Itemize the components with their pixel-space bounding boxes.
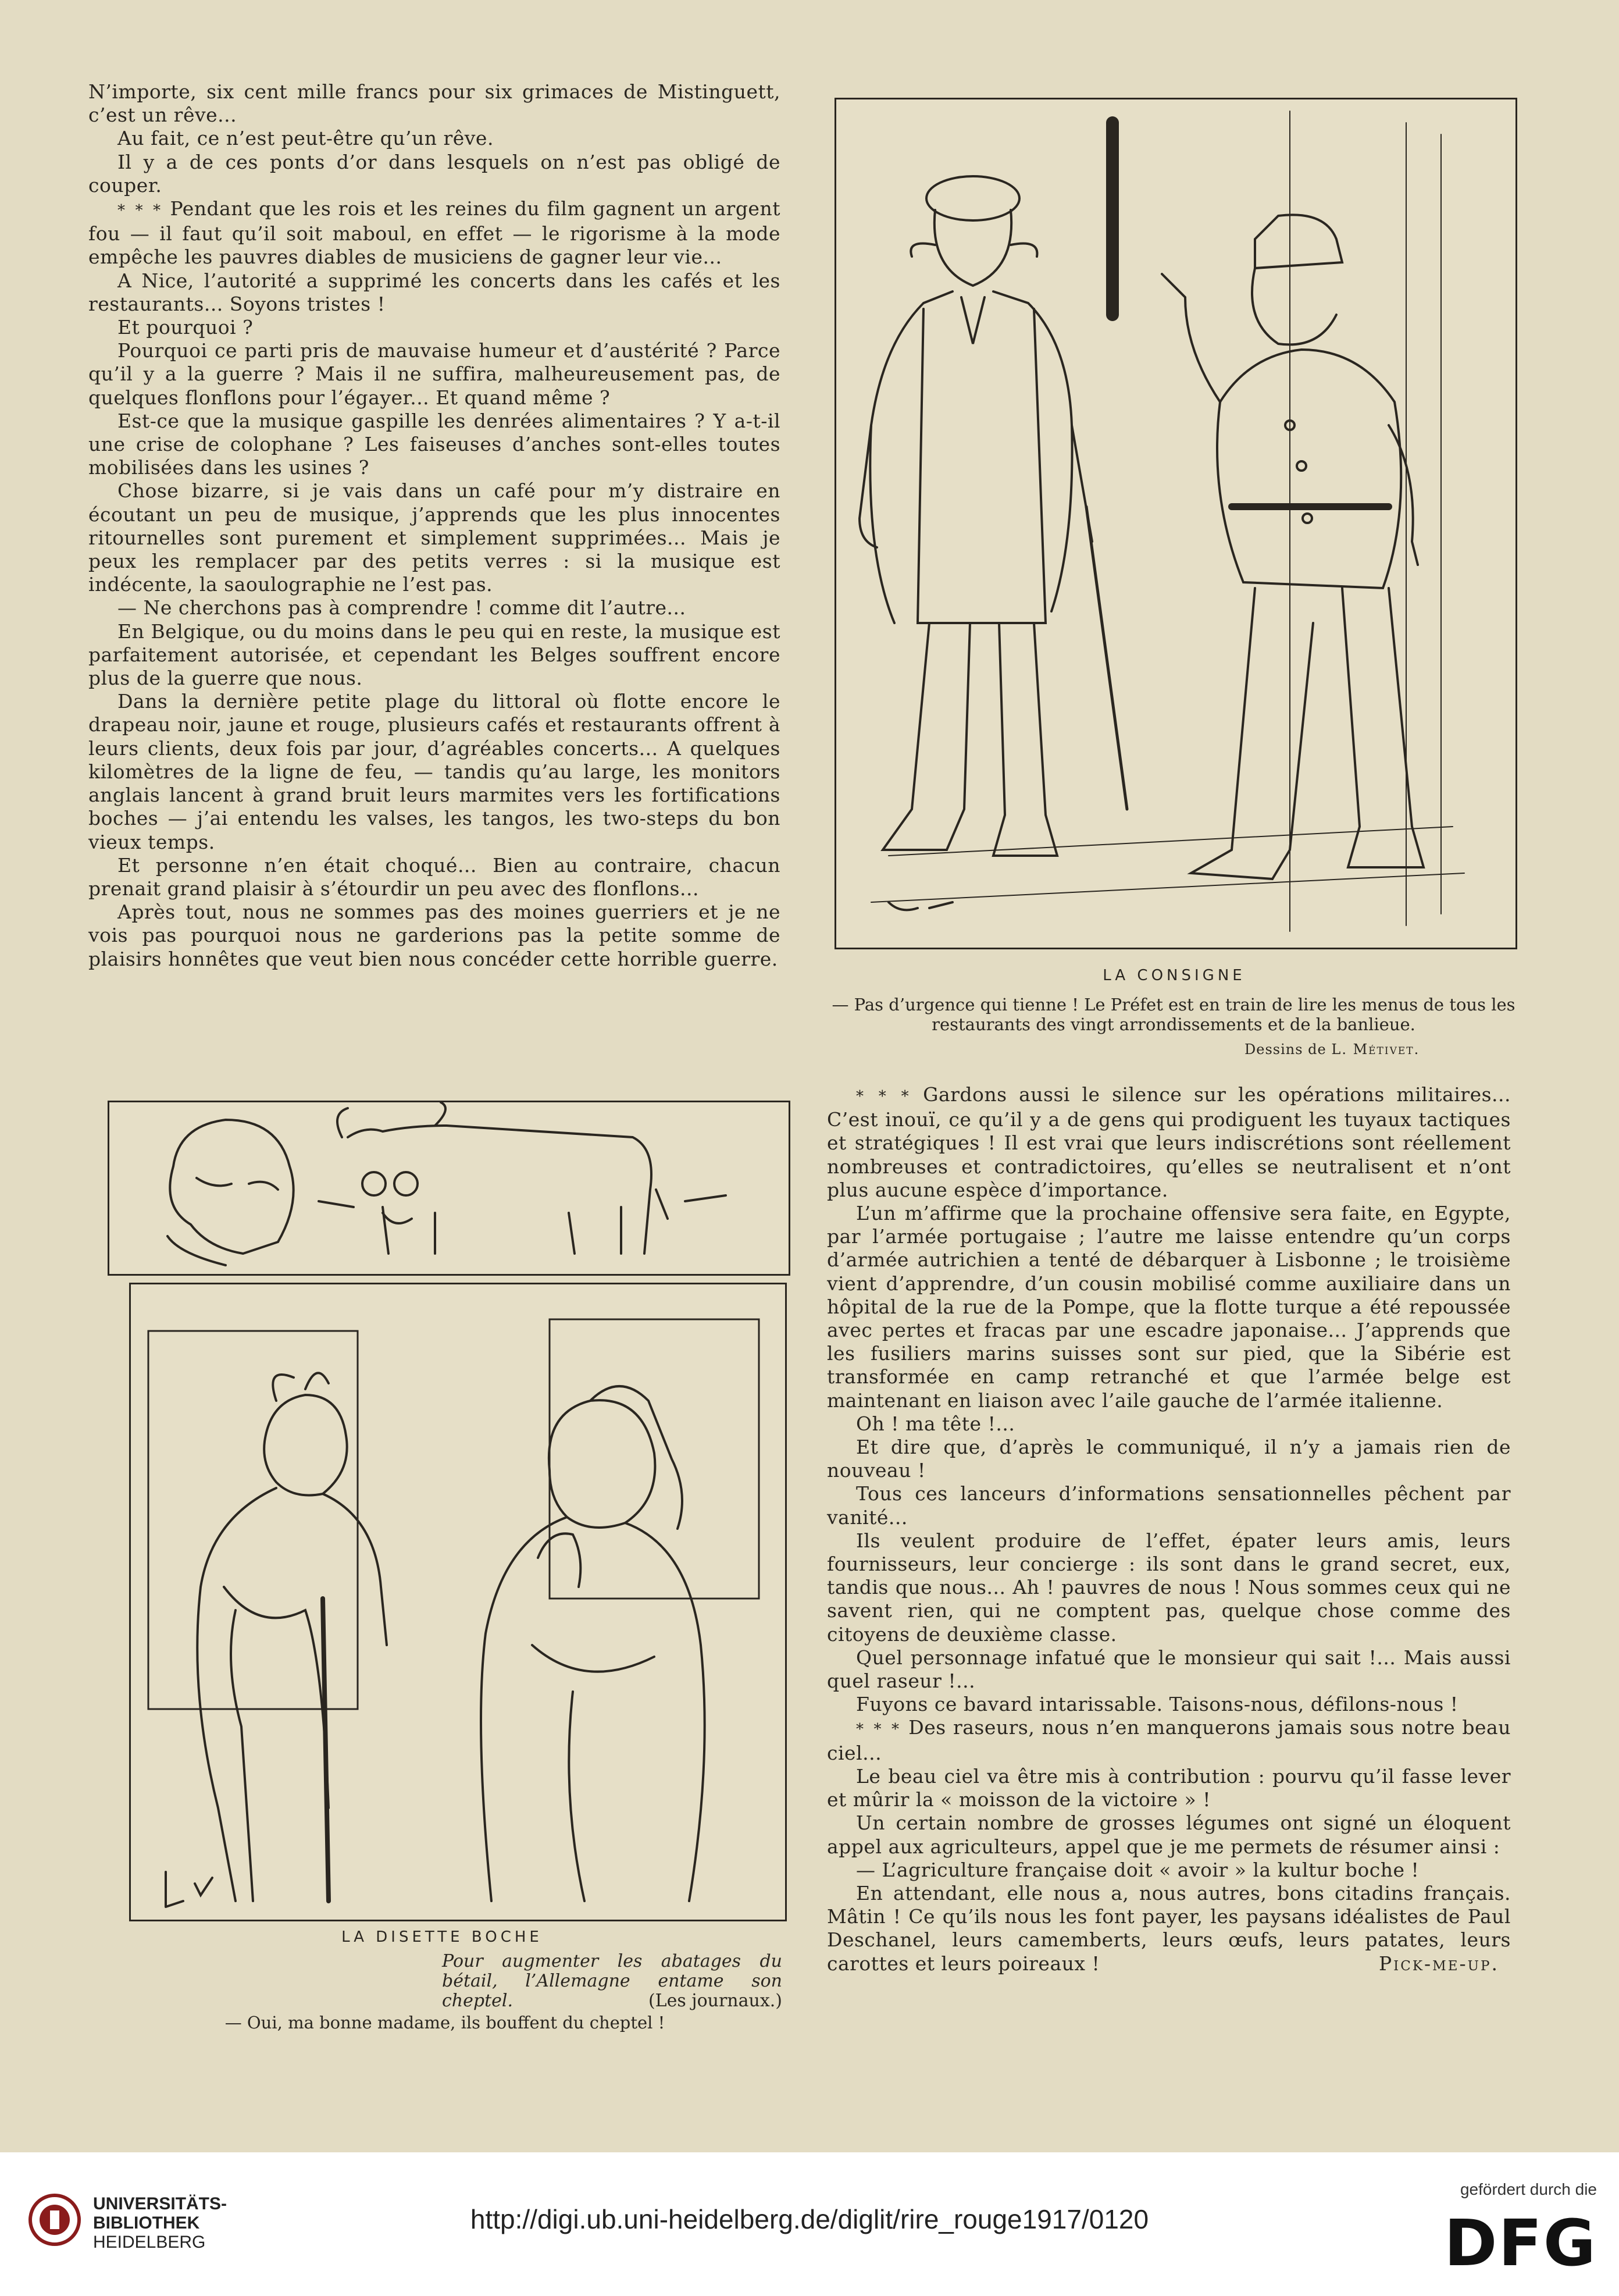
paragraph: — Ne cherchons pas à comprendre ! comme dit l’autre... [117, 596, 686, 620]
cartoon-credit [1244, 1041, 1518, 1058]
section-stars: * * * [856, 1088, 911, 1105]
paragraph: Et pourquoi ? [117, 316, 254, 339]
paragraph: Fuyons ce bavard intarissable. Taisons-nous, défilons-nous ! [856, 1693, 1458, 1716]
paragraph: Et dire que, d’après le communiqué, il n’y a jamais rien de nouveau ! [827, 1436, 1511, 1482]
cartoon-bottom-caption: — Oui, ma bonne madame, ils bouffent du cheptel ! [224, 2013, 665, 2032]
cartoon-top-caption: — Pas d’urgence qui tienne ! Le Préfet est en train de lire les menus de tous les restaurants des vingt arrondissements et de la banlieue. [832, 995, 1515, 1034]
paragraph-with-stars: * * * Des raseurs, nous n’en manquerons jamais sous notre beau ciel... [827, 1716, 1511, 1764]
credit-name: L. Métivet. [1331, 1041, 1420, 1058]
paragraph: Il y a de ces ponts d’or dans lesquels on n’est pas obligé de couper. [88, 150, 780, 197]
paragraph: En attendant, elle nous a, nous autres, bons citadins français. Mâtin ! Ce qu’ils nous les font payer, les paysans idéalistes de Paul Deschanel, leurs camemberts, leurs œufs, leurs patates, leurs carottes et leurs poireaux ! Pick-me-up. [827, 1881, 1511, 1975]
cartoon-bottom-title: LA DISETTE BOCHE [341, 1928, 543, 1946]
credit-prefix: Dessins de [1244, 1041, 1326, 1058]
cartoon-disette-lower-drawing [131, 1284, 785, 1920]
paragraph: Quel personnage infatué que le monsieur qui sait !... Mais aussi quel raseur !... [827, 1646, 1511, 1693]
cartoon-top-title: LA CONSIGNE [1103, 967, 1246, 984]
paragraph: Après tout, nous ne sommes pas des moines guerriers et je ne vois pas pourquoi nous ne garderions pas la petite somme de plaisirs honnêtes que veut bien nous concéder cette horrible guerre. [88, 900, 780, 970]
paragraph: Chose bizarre, si je vais dans un café pour m’y distraire en écoutant un peu de musique, j’apprends que les plus innocentes ritournelles sont purement et simplement supprimées... Mais je peux les remplacer par des petits verres : si la musique est indécente, la saoulographie ne l’est pas. [88, 479, 780, 596]
paragraph: Dans la dernière petite plage du littoral où flotte encore le drapeau noir, jaune et rouge, plusieurs cafés et restaurants offrent à leurs clients, deux fois par jour, d’agréables concerts... A quelques kilomètres de la ligne de feu, — tandis qu’au large, les monitors anglais lancent à grand bruit leurs marmites vers les fortifications boches — j’ai entendu les valses, les tangos, les two-steps du bon vieux temps. [88, 690, 780, 853]
paragraph: L’un m’affirme que la prochaine offensive sera faite, en Egypte, par l’armée portugaise ; l’autre me laisse entendre qu’un corps d’armée autrichien a tenté de débarquer à Lisbonne ; le troisième vient d’apprendre, d’un cousin mobilisé comme auxiliaire dans un hôpital de la rue de la Pompe, que la flotte turque a été repoussée avec pertes et fracas par une escadre japonaise... J’apprends que les fusiliers marins suisses sont sur pied, que la Sibérie est transformée en camp retranché et que l’armée belge est maintenant en liaison avec l’aile gauche de l’armée italienne. [827, 1202, 1511, 1412]
source-url-link[interactable]: http://digi.ub.uni-heidelberg.de/diglit/rire_rouge1917/0120 [470, 2204, 1149, 2234]
paragraph-with-stars: * * * Gardons aussi le silence sur les opérations militaires... C’est inouï, ce qu’il y a de gens qui prodiguent les tuyaux tactiques et stratégiques ! Il est vrai que leurs indiscrétions sont réellement nombreuses et contradictoires, qu’elles se neutralisent et n’ont plus aucune espèce d’importance. [827, 1083, 1511, 1201]
digitization-footer [0, 2152, 1619, 2296]
paragraph: Au fait, ce n’est peut-être qu’un rêve. [117, 127, 494, 150]
quote-text: Pour augmenter les abatages du bétail, l’Allemagne entame son cheptel. [442, 1951, 782, 2011]
section-stars: * * * [856, 1721, 902, 1739]
cartoon-bottom-quote [442, 1952, 782, 2011]
paragraph: N’importe, six cent mille francs pour six grimaces de Mistinguett, c’est un rêve... [88, 80, 780, 127]
university-name: UNIVERSITÄTS- BIBLIOTHEK HEIDELBERG [93, 2194, 227, 2252]
paragraph: Et personne n’en était choqué... Bien au contraire, chacun prenait grand plaisir à s’étourdir un peu avec des flonflons... [88, 853, 780, 900]
quote-source: (Les journaux.) [648, 1991, 782, 2011]
cartoon-disette-lower-panel [129, 1283, 787, 1921]
paragraph: En Belgique, ou du moins dans le peu qui en reste, la musique est parfaitement autorisée, et cependant les Belges souffrent encore plus de la guerre que nous. [88, 620, 780, 690]
cartoon-disette-upper-panel [108, 1101, 790, 1276]
paragraph-with-stars: * * * Pendant que les rois et les reines du film gagnent un argent fou — il faut qu’il soit maboul, en effet — le rigorisme à la mode empêche les pauvres diables de musiciens de gagner leur vie... [88, 197, 780, 269]
right-text-column [827, 1083, 1511, 1975]
dfg-logo[interactable]: DFG [1444, 2206, 1597, 2280]
paragraph: A Nice, l’autorité a supprimé les concerts dans les cafés et les restaurants... Soyons tristes ! [88, 269, 780, 315]
paragraph: Ils veulent produire de l’effet, épater leurs amis, leurs fournisseurs, leur concierge : ils sont dans le grand secret, eux, tandis que nous... Ah ! pauvres de nous ! Nous sommes ceux qui ne savent rien, qui ne comptent pas, quelque chose comme des citoyens de deuxième classe. [827, 1529, 1511, 1646]
paragraph: Tous ces lanceurs d’informations sensationnelles pêchent par vanité... [827, 1482, 1511, 1529]
paragraph: Est-ce que la musique gaspille les denrées alimentaires ? Y a-t-il une crise de colophane ? Les faiseuses d’anches sont-elles toutes mobilisées dans les usines ? [88, 409, 780, 479]
cartoon-la-consigne [835, 98, 1517, 949]
funded-by-label: gefördert durch die [1460, 2180, 1597, 2198]
paragraph: — L’agriculture française doit « avoir » la kultur boche ! [856, 1858, 1420, 1881]
signature: Pick-me-up. [1378, 1952, 1499, 1975]
paragraph: Pourquoi ce parti pris de mauvaise humeur et d’austérité ? Parce qu’il y a la guerre ? Mais il ne suffira, malheureusement pas, de quelques flonflons pour l’égayer... Et quand même ? [88, 339, 780, 409]
left-text-column [88, 80, 780, 971]
section-stars: * * * [117, 202, 163, 220]
paragraph: Un certain nombre de grosses légumes ont signé un éloquent appel aux agriculteurs, appel que je me permets de résumer ainsi : [827, 1811, 1511, 1858]
cartoon-la-consigne-drawing [836, 99, 1515, 948]
cartoon-disette-upper-drawing [109, 1102, 789, 1274]
paragraph: Oh ! ma tête !... [856, 1412, 1015, 1435]
paragraph: Le beau ciel va être mis à contribution : pourvu qu’il fasse lever et mûrir la « moisson de la victoire » ! [827, 1764, 1511, 1811]
